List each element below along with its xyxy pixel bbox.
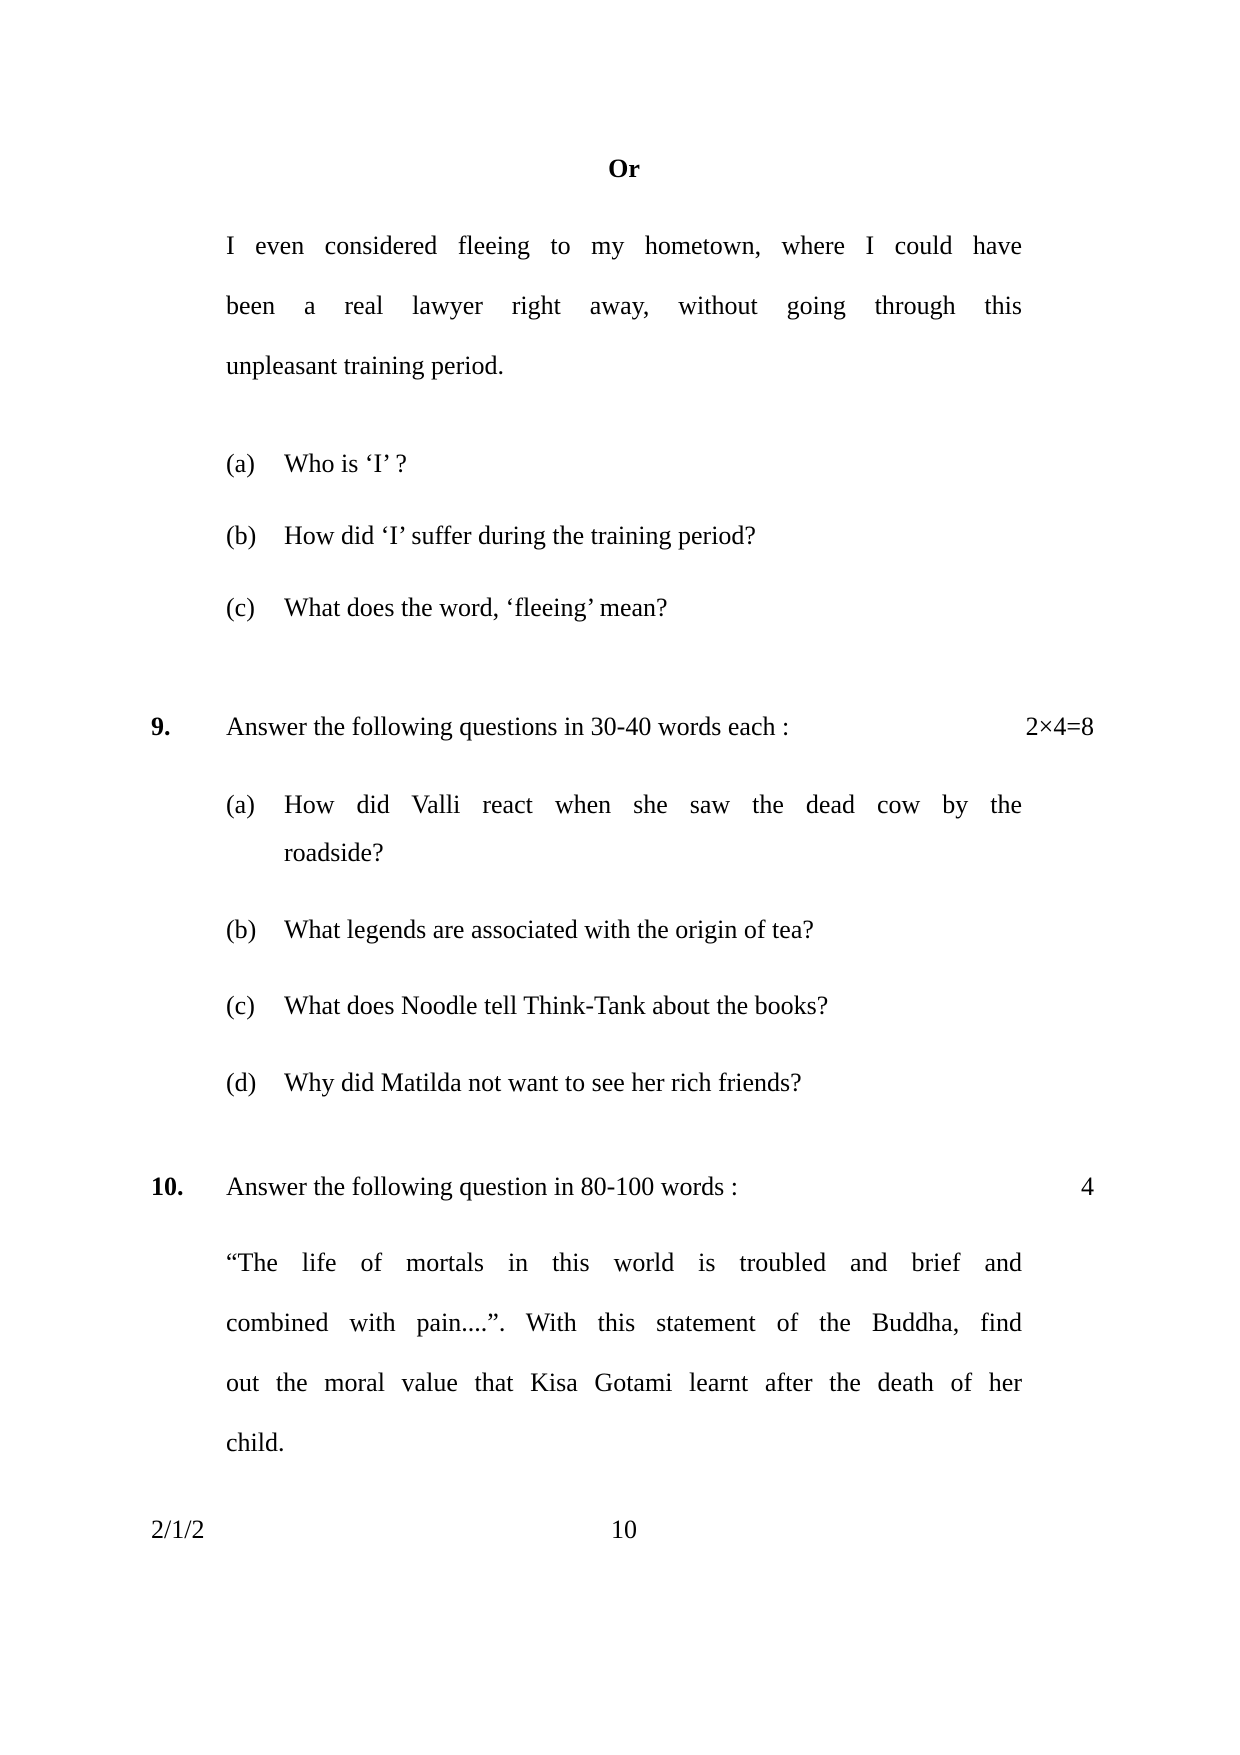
item-text: What does Noodle tell Think-Tank about the books?: [284, 991, 829, 1020]
item-text: What legends are associated with the origin of tea?: [284, 915, 814, 944]
question-number: 9.: [151, 712, 171, 741]
item-label: (c): [226, 991, 255, 1020]
passage-line: combined with pain....”. With this statement of the Buddha, find: [226, 1308, 1022, 1337]
item-text: Why did Matilda not want to see her rich friends?: [284, 1068, 802, 1097]
paper-code: 2/1/2: [151, 1515, 205, 1544]
passage-line: child.: [226, 1428, 285, 1457]
question-passage: [226, 1233, 1022, 1473]
question-marks: 4: [1081, 1172, 1094, 1201]
question-marks: 2×4=8: [1025, 712, 1094, 741]
passage-question-label: (b): [226, 521, 257, 550]
passage-line: unpleasant training period.: [226, 351, 504, 380]
question-number: 10.: [151, 1172, 184, 1201]
item-label: (a): [226, 790, 255, 819]
passage-line: out the moral value that Kisa Gotami learnt after the death of her: [226, 1368, 1022, 1397]
passage-question-label: (c): [226, 593, 255, 622]
item-line: How did Valli react when she saw the dead cow by the: [284, 790, 1022, 819]
or-heading: Or: [608, 154, 640, 183]
item-label: (d): [226, 1068, 257, 1097]
page-number: 10: [611, 1515, 637, 1544]
item-line: roadside?: [284, 838, 384, 867]
question-text: Answer the following questions in 30-40 words each :: [226, 712, 790, 741]
passage-line: been a real lawyer right away, without going through this: [226, 291, 1022, 320]
passage-question-text: Who is ‘I’ ?: [284, 449, 407, 478]
passage-question-text: What does the word, ‘fleeing’ mean?: [284, 593, 668, 622]
passage-question-text: How did ‘I’ suffer during the training period?: [284, 521, 756, 550]
item-label: (b): [226, 915, 257, 944]
passage-line: “The life of mortals in this world is troubled and brief and: [226, 1248, 1022, 1277]
passage-line: I even considered fleeing to my hometown, where I could have: [226, 231, 1022, 260]
passage: [226, 216, 1022, 396]
item-text: [284, 781, 1022, 877]
question-text: Answer the following question in 80-100 words :: [226, 1172, 739, 1201]
passage-question-label: (a): [226, 449, 255, 478]
